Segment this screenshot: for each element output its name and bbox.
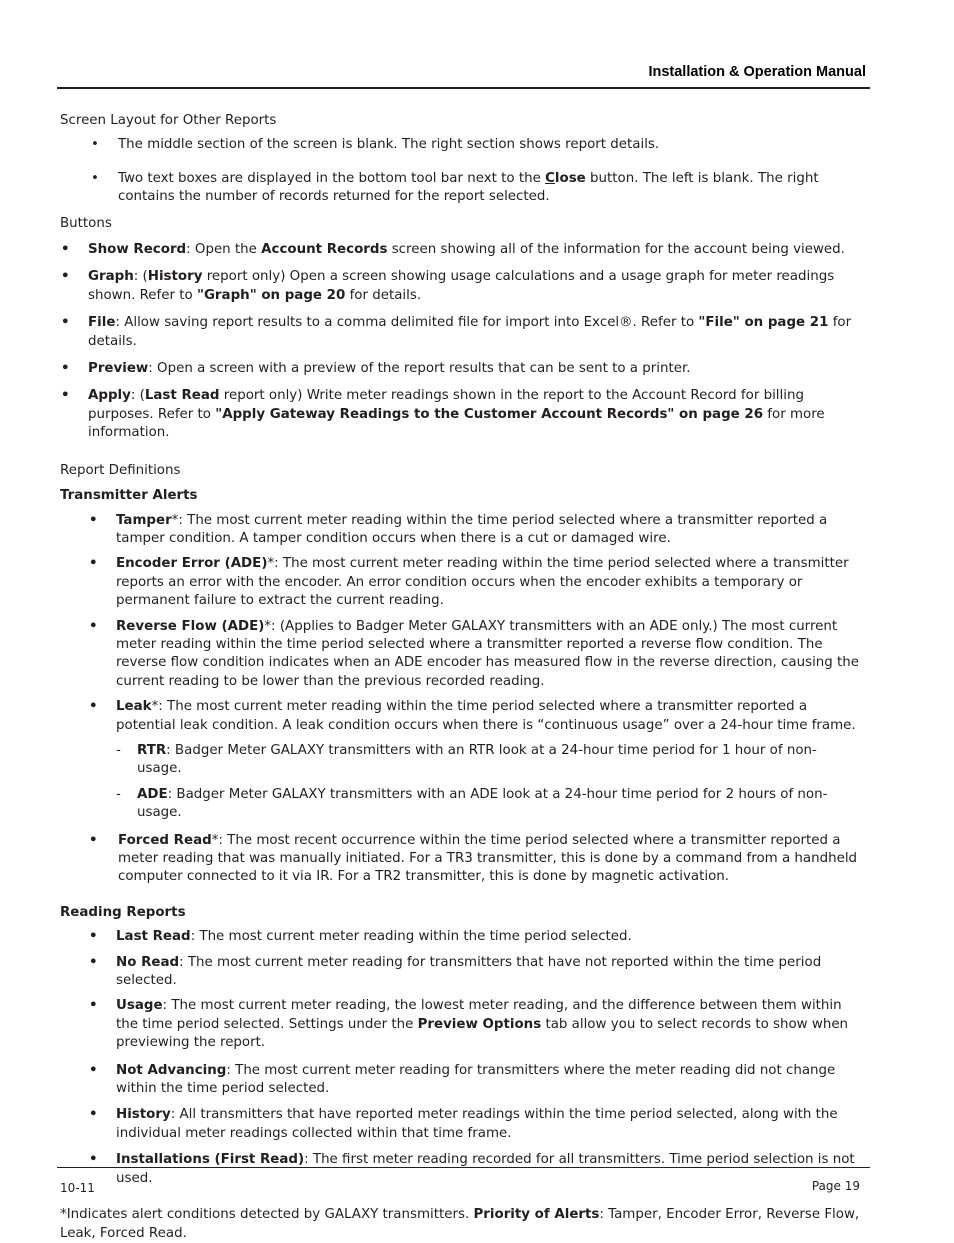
bullet-icon: • (89, 998, 98, 1014)
section-title-screen-layout: Screen Layout for Other Reports (60, 113, 277, 128)
page-content (60, 112, 860, 1243)
list-item: • Usage: The most current meter reading, the lowest meter reading, and the difference between them within the time period selected. Settings under the Preview Options tab allow you to select records to show when previewing the report. (89, 998, 849, 1051)
dash-icon: - (116, 742, 121, 758)
list-item: • Apply: (Last Read report only) Write meter readings shown in the report to the Account Record for billing purposes. Refer to "Apply Gateway Readings to the Customer Account Records" on page 26 for more information. (61, 388, 825, 441)
bullet-icon: • (89, 1062, 98, 1078)
bullet-icon: • (61, 269, 70, 285)
footer-rule (57, 1167, 870, 1168)
list-item: • Two text boxes are displayed in the bottom tool bar next to the Close button. The left is blank. The right contains the number of records returned for the report selected. (91, 170, 819, 205)
bullet-icon: • (89, 512, 98, 528)
footer-date: 10-11 (60, 1181, 95, 1195)
bullet-icon: • (89, 556, 98, 572)
list-item: • Show Record: Open the Account Records screen showing all of the information for the account being viewed. (88, 241, 860, 259)
list-item: • Not Advancing: The most current meter reading for transmitters where the meter reading did not change within the time period selected. (89, 1062, 836, 1097)
list-item: • Forced Read*: The most recent occurrence within the time period selected where a transmitter reported a meter reading that was manually initiated. For a TR3 transmitter, this is done by a command from a handheld computer connected to it via IR. For a TR2 transmitter, this is done by magnetic activation. (89, 832, 858, 885)
list-item: • The middle section of the screen is blank. The right section shows report details. (118, 136, 860, 154)
forced-read-list (60, 832, 860, 887)
bullet-icon: • (89, 1107, 98, 1123)
list-item: • Preview: Open a screen with a preview of the report results that can be sent to a printer. (88, 360, 860, 378)
bullet-icon: • (89, 618, 98, 634)
list-item: • File: Allow saving report results to a comma delimited file for import into Excel®. Refer to "File" on page 21 for details. (61, 315, 852, 349)
bullet-icon: • (89, 699, 98, 715)
bullet-icon: • (91, 137, 99, 153)
transmitter-alerts-list (60, 512, 860, 735)
leak-sublist (60, 742, 860, 823)
bullet-icon: • (61, 361, 70, 377)
bullet-icon: • (61, 315, 70, 331)
list-item: • Reverse Flow (ADE)*: (Applies to Badger Meter GALAXY transmitters with an ADE only.) The most current meter reading within the time period selected where a transmitter reported a reverse flow condition. The reverse flow condition indicates when an ADE encoder has measured flow in the reverse direction, causing the current reading to be lower than the previous recorded reading. (89, 618, 860, 689)
list-item: • Tamper*: The most current meter reading within the time period selected where a transmitter reported a tamper condition. A tamper condition occurs when there is a cut or damaged wire. (89, 512, 828, 546)
list-item: • Last Read: The most current meter reading within the time period selected. (116, 928, 860, 946)
subsection-title-reading-reports: Reading Reports (60, 904, 186, 920)
bullet-icon: • (61, 242, 70, 258)
bullet-icon: • (91, 170, 99, 186)
header-rule (57, 87, 870, 89)
list-item: • History: All transmitters that have reported meter readings within the time period selected, along with the individual meter readings collected within that time frame. (89, 1107, 838, 1141)
bullet-icon: • (89, 954, 98, 970)
header-title: Installation & Operation Manual (648, 64, 866, 80)
bullet-icon: • (89, 929, 98, 945)
list-item: • Encoder Error (ADE)*: The most current meter reading within the time period selected where a transmitter reports an error with the encoder. An error condition occurs when the encoder exhibits a temporary or permanent failure to extract the current reading. (89, 556, 849, 609)
page-number: Page 19 (811, 1179, 860, 1193)
list-item: • No Read: The most current meter reading for transmitters that have not reported within the time period selected. (89, 954, 822, 989)
section-title-report-definitions: Report Definitions (60, 462, 181, 478)
list-item: - RTR: Badger Meter GALAXY transmitters with an RTR look at a 24-hour time period for 1 hour of non-usage. (116, 742, 817, 777)
screen-layout-list (60, 136, 860, 206)
buttons-list (60, 241, 860, 443)
footnote: *Indicates alert conditions detected by GALAXY transmitters. Priority of Alerts: Tamper, Encoder Error, Reverse Flow, Leak, Forced Read. (60, 1207, 860, 1241)
list-item: • Installations (First Read): The first meter reading recorded for all transmitters. Time period selection is not used. (89, 1152, 855, 1186)
list-item: - ADE: Badger Meter GALAXY transmitters with an ADE look at a 24-hour time period for 2 hours of non-usage. (116, 786, 828, 821)
reading-reports-list (60, 928, 860, 1188)
list-item: • Leak*: The most current meter reading within the time period selected where a transmitter reported a potential leak condition. A leak condition occurs when there is “continuous usage” over a 24-hour time frame. (89, 699, 856, 733)
subsection-title-transmitter-alerts: Transmitter Alerts (60, 488, 198, 504)
bullet-icon: • (89, 832, 98, 848)
bullet-icon: • (89, 1152, 98, 1168)
dash-icon: - (116, 786, 121, 802)
bullet-icon: • (61, 388, 70, 404)
list-item: • Graph: (History report only) Open a screen showing usage calculations and a usage graph for meter readings shown. Refer to "Graph" on page 20 for details. (61, 269, 835, 303)
section-title-buttons: Buttons (60, 215, 112, 231)
